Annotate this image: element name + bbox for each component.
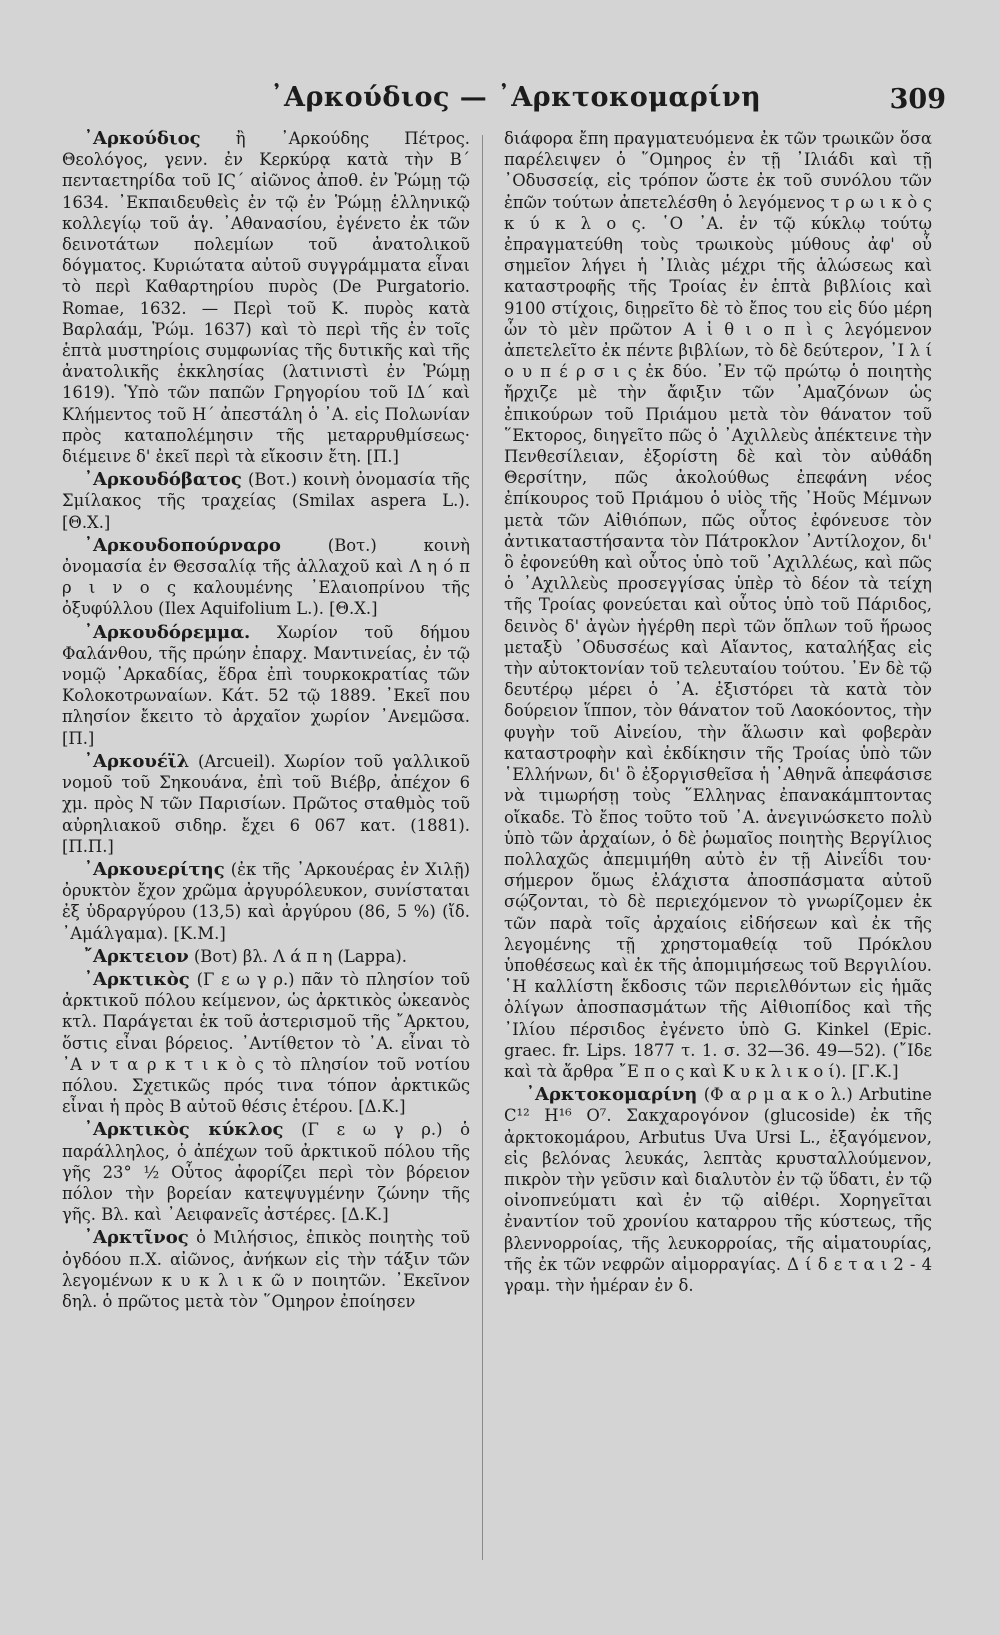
entry-headword: ᾿Αρκουερίτης [84, 858, 225, 880]
running-head [70, 82, 960, 122]
entry-arkoueritis [62, 859, 470, 944]
left-column [62, 128, 470, 1314]
entry-text: Χωρίον τοῦ δήμου Φαλάνθου, τῆς πρώην ἐπαρχ. Μαντινείας, ἐν τῷ νομῷ ᾿Αρκαδίας, ἕδρα ἐπὶ τουρκοκρατίας τῶν Κολοκοτρωναίων. Κάτ. 52 τῷ 1889. ᾿Εκεῖ που πλησίον ἔκειτο τὸ ἀρχαῖον χωρίον ᾿Ανεμῶσα. [Π.] [62, 622, 470, 748]
entry-arktinos [62, 1227, 470, 1312]
running-title: ᾿Αρκούδιος — ᾿Αρκτοκομαρίνη [270, 82, 762, 113]
entry-headword: ᾿Αρκουέϊλ [84, 750, 190, 772]
entry-text: (Arcueil). Χωρίον τοῦ γαλλικοῦ νομοῦ τοῦ Σηκουάνα, ἐπὶ τοῦ Βιέβρ, ἀπέχον 6 χμ. πρὸς Ν τῶν Παρισίων. Πρῶτος σταθμὸς τοῦ αὐρηλιακοῦ σιδηρ. ἔχει 6 067 κατ. (1881). [Π.Π.] [62, 751, 470, 856]
entry-arkoudoremma [62, 622, 470, 749]
entry-arktikos [62, 969, 470, 1117]
entry-arktokomarini [504, 1084, 932, 1296]
entry-arkoudovatos [62, 469, 470, 533]
entry-headword: ᾿Αρκουδοπούρναρο [84, 534, 281, 556]
entry-text: ὁ Μιλήσιος, ἐπικὸς ποιητὴς τοῦ ὀγδόου π.Χ. αἰῶνος, ἀνήκων εἰς τὴν τάξιν τῶν λεγομένων κ υ κ λ ι κ ῶ ν ποιητῶν. ᾿Εκεῖνον δηλ. ὁ πρῶτος μετὰ τὸν ῞Ομηρον ἐποίησεν [62, 1228, 471, 1311]
right-column [504, 128, 932, 1298]
entry-arktinos-continued [504, 128, 932, 1082]
entry-text: (Βοτ.) κοινὴ ὀνομασία τῆς Σμίλακος τῆς τραχείας (Smilax aspera L.). [Θ.Χ.] [62, 470, 470, 532]
entry-arkoudopournaro [62, 535, 470, 620]
entry-arktikos-kyklos [62, 1119, 470, 1225]
entry-text: διάφορα ἔπη πραγματευόμενα ἐκ τῶν τρωικῶν ὅσα παρέλειψεν ὁ ῞Ομηρος ἐν τῇ ᾿Ιλιάδι καὶ τῇ ᾿Οδυσσείᾳ, εἰς τρόπον ὥστε ἐκ τοῦ συνόλου τῶν ἐπῶν τούτων ἀπετελέσθη ὁ λεγόμενος τ ρ ω ι κ ὸ ς κ ύ κ λ ο ς. ῾Ο ᾿Α. ἐν τῷ κύκλῳ τούτῳ ἐπραγματεύθη τοὺς τρωικοὺς μύθους ἀφ' οὗ σημεῖον λήγει ἡ ᾿Ιλιὰς μέχρι τῆς ἁλώσεως καὶ καταστροφῆς τῆς Τροίας ἐν ἑπτὰ βιβλίοις καὶ 9100 στίχοις, διῃρεῖτο δὲ τὸ ἔπος του εἰς δύο μέρη ὧν τὸ μὲν πρῶτον Α ἰ θ ι ο π ὶ ς λεγόμενον ἀπετελεῖτο ἐκ πέντε βιβλίων, τὸ δὲ δεύτερον, ᾿Ι λ ί ο υ π έ ρ σ ι ς ἐκ δύο. ᾿Εν τῷ πρώτῳ ὁ ποιητὴς ἤρχιζε μὲ τὴν ἄφιξιν τῶν ᾿Αμαζόνων ὡς ἐπικούρων τοῦ Πριάμου μετὰ τὸν θάνατον τοῦ ῞Εκτορος, διηγεῖτο πῶς ὁ ᾿Αχιλλεὺς ἀπέκτεινε τὴν Πενθεσίλειαν, ἐξορίστη δὲ καὶ τὸν αὐθάδη Θερσίτην, πῶς ἀκολούθως ἐπεφάνη νέος ἐπίκουρος τοῦ Πριάμου ὁ υἱὸς τῆς ᾿Ηοῦς Μέμνων μετὰ τῶν Αἰθιόπων, πῶς οὗτος ἐφόνευσε τὸν ἀντικαταστήσαντα τὸν Πάτροκλον ᾿Αντίλοχον, δι' ὃ ἐφονεύθη καὶ οὗτος ὑπὸ τοῦ ᾿Αχιλλέως, καὶ πῶς ὁ ᾿Αχιλλεὺς προσεγγίσας ὑπὲρ τὸ δέον τὰ τείχη τῆς Τροίας φονεύεται καὶ οὗτος ὑπὸ τοῦ Πάριδος, δεινὸς δ' ἀγὼν ἠγέρθη περὶ τῶν ὅπλων τοῦ ἥρωος μεταξὺ ᾿Οδυσσέως καὶ Αἴαντος, καταλήξας εἰς τὴν αὐτοκτονίαν τοῦ τελευταίου τούτου. ᾿Εν δὲ τῷ δευτέρῳ μέρει ὁ ᾿Α. ἐξιστόρει τὰ κατὰ τὸν δούρειον ἵππον, τὸν θάνατον τοῦ Λαοκόοντος, τὴν φυγὴν τοῦ Αἰνείου, τὴν ἅλωσιν καὶ φοβερὰν καταστροφὴν καὶ ἐκδίκησιν τῆς Τροίας ὑπὸ τῶν ῾Ελλήνων, δι' ὃ ἐξοργισθεῖσα ἡ ᾿Αθηνᾶ ἀπεφάσισε νὰ τιμωρήσῃ τοὺς ῞Ελληνας ἐπανακάμπτοντας οἴκαδε. Τὸ ἔπος τοῦτο τοῦ ᾿Α. ἀνεγινώσκετο πολὺ ὑπὸ τῶν ἀρχαίων, ὁ δὲ ῥωμαῖος ποιητὴς Βεργίλιος πολλαχῶς ἀπεμιμήθη αὐτὸ ἐν τῇ Αἰνεΐδι του· σήμερον ὅμως ἐλάχιστα ἀποσπάσματα αὐτοῦ σῴζονται, τὸ δὲ περιεχόμενον τὸ γνωρίζομεν ἐκ τῶν παρὰ τοῖς ἀρχαίοις εἰδήσεων καὶ ἐκ τῆς λεγομένης τῇ χρηστομαθείᾳ τοῦ Πρόκλου ὑποθέσεως καὶ ἐκ τῆς ἀπομιμήσεως τοῦ Βεργιλίου. ῾Η καλλίστη ἔκδοσις τῶν περιελθόντων εἰς ἡμᾶς ὀλίγων ἀποσπασμάτων τῆς Αἰθιοπίδος καὶ τῆς ᾿Ιλίου πέρσιδος ἐγένετο ὑπὸ G. Kinkel (Epic. graec. fr. Lips. 1877 τ. 1. σ. 32—36. 49—52). (῎Ιδε καὶ τὰ ἄρθρα ῎Ε π ο ς καὶ Κ υ κ λ ι κ ο ί). [Γ.Κ.] [504, 129, 932, 1081]
entry-headword: ῎Αρκτειον [84, 945, 189, 967]
page-number: 309 [889, 84, 946, 115]
entry-text: (Γ ε ω γ ρ.) πᾶν τὸ πλησίον τοῦ ἀρκτικοῦ πόλου κείμενον, ὡς ἀρκτικὸς ὠκεανὸς κτλ. Παράγεται ἐκ τοῦ ἀστερισμοῦ τῆς ῎Αρκτου, ὅστις εἶναι βόρειος. ᾿Αντίθετον τὸ ᾿Α. εἶναι τὸ ᾿Α ν τ α ρ κ τ ι κ ὸ ς τὸ πλησίον τοῦ νοτίου πόλου. Σχετικῶς πρός τινα τόπον ἀρκτικῶς εἶναι ἡ πρὸς Β αὐτοῦ θέσις ἑτέρου. [Δ.Κ.] [62, 969, 470, 1117]
entry-arkoueil [62, 751, 470, 857]
column-divider [482, 135, 483, 1560]
entry-text: (Φ α ρ μ α κ ο λ.) Arbutine C¹² H¹⁶ O⁷. Σακχαρογόνον (glucoside) ἐκ τῆς ἀρκτοκομάρου, Arbutus Uva Ursi L., ἐξαγόμενον, εἰς βελόνας λευκάς, λεπτὰς κρυσταλλούμενον, πικρὸν τὴν γεῦσιν καὶ διαλυτὸν ἐν τῷ ὕδατι, ἐν τῷ οἰνοπνεύματι καὶ ἐν τῷ αἰθέρι. Χορηγεῖται ἐναντίον τοῦ χρονίου καταρρου τῆς κύστεως, τῆς βλεννορροίας, τῆς λευκορροίας, τῆς αἱματουρίας, τῆς ἐκ τῶν νεφρῶν αἱμορραγίας. Δ ί δ ε τ α ι 2 - 4 γραμ. τὴν ἡμέραν ἐν δ. [504, 1085, 932, 1295]
entry-headword: ᾿Αρκουδόβατος [84, 469, 242, 491]
entry-arkoudios [62, 128, 470, 467]
entry-headword: ᾿Αρκτοκομαρίνη [526, 1084, 698, 1106]
entry-headword: ᾿Αρκτῖνος [84, 1227, 189, 1249]
entry-headword: ᾿Αρκτικὸς [84, 968, 190, 990]
entry-text: (Βοτ.) κοινὴ ὀνομασία ἐν Θεσσαλίᾳ τῆς ἀλλαχοῦ καὶ Λ η ό π ρ ι ν ο ς καλουμένης ᾿Ελαιοπρίνου τῆς ὀξυφύλλου (Ilex Aquifolium L.). [Θ.Χ.] [62, 535, 470, 619]
entry-headword: ᾿Αρκτικὸς κύκλος [84, 1119, 284, 1141]
entry-arkteion [62, 946, 470, 967]
entry-text: (ἐκ τῆς ᾿Αρκουέρας ἐν Χιλῇ) ὀρυκτὸν ἔχον χρῶμα ἀργυρόλευκον, συνίσταται ἐξ ὑδραργύρου (13,5) καὶ ἀργύρου (86, 5 %) (ἴδ. ᾿Αμάλγαμα). [Κ.Μ.] [62, 859, 470, 943]
entry-text: (Γ ε ω γ ρ.) ὁ παράλληλος, ὁ ἀπέχων τοῦ ἀρκτικοῦ πόλου τῆς γῆς 23° ½ Οὗτος ἀφορίζει περὶ τὸν βόρειον πόλον τὴν βορείαν κατεψυγμένην ζώνην τῆς γῆς. Βλ. καὶ ᾿Αειφανεῖς ἀστέρες. [Δ.Κ.] [62, 1120, 470, 1225]
entry-headword: ᾿Αρκουδόρεμμα. [84, 621, 251, 643]
entry-headword: ᾿Αρκούδιος [84, 128, 201, 149]
entry-text: (Βοτ) βλ. Λ ά π η (Lappa). [193, 946, 407, 966]
entry-text: ἢ ᾿Αρκούδης Πέτρος. Θεολόγος, γενν. ἐν Κερκύρᾳ κατὰ τὴν Β΄ πενταετηρίδα τοῦ ΙϚ΄ αἰῶνος ἀποθ. ἐν Ῥώμῃ τῷ 1634. ᾿Εκπαιδευθεὶς ἐν τῷ ἐν Ῥώμῃ ἑλληνικῷ κολλεγίῳ τοῦ ἁγ. ᾿Αθανασίου, ἐγένετο ἐκ τῶν δεινοτάτων πολεμίων τοῦ ἀνατολικοῦ δόγματος. Κυριώτατα αὐτοῦ συγγράμματα εἶναι τὸ περὶ Καθαρτηρίου πυρὸς (De Purgatorio. Romae, 1632. — Περὶ τοῦ Κ. πυρὸς κατὰ Βαρλαάμ, Ῥώμ. 1637) καὶ τὸ περὶ τῆς ἐν τοῖς ἑπτὰ μυστηρίοις συμφωνίας τῆς δυτικῆς καὶ τῆς ἀνατολικῆς ἐκκλησίας (λατινιστὶ ἐν Ῥώμῃ 1619). Ὑπὸ τῶν παπῶν Γρηγορίου τοῦ ΙΔ΄ καὶ Κλήμεντος τοῦ Η΄ ἀπεστάλη ὁ ᾿Α. εἰς Πολωνίαν πρὸς καταπολέμησιν τῆς μεταρρυθμίσεως· διέμεινε δ' ἐκεῖ περὶ τὰ εἴκοσιν ἔτη. [Π.] [62, 129, 470, 467]
